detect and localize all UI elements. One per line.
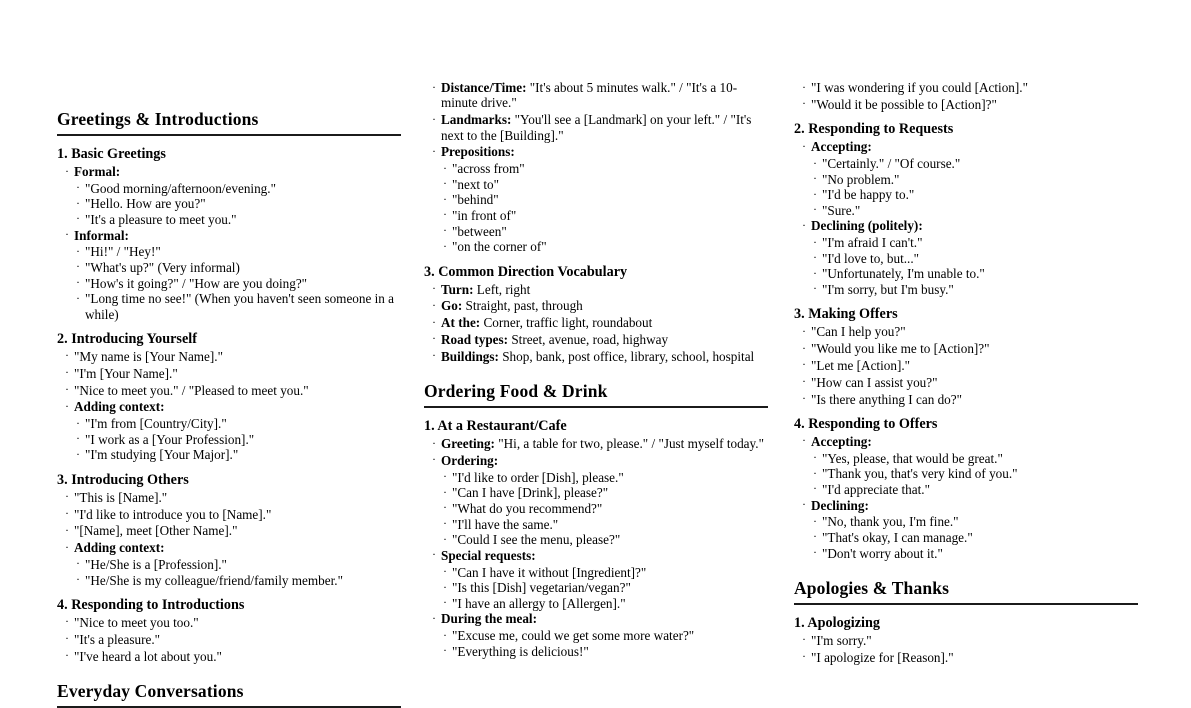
item-label: Adding context:: [74, 540, 165, 556]
bullet-icon: ·: [813, 281, 817, 296]
bullet-icon: ·: [813, 450, 817, 465]
phrase-sublist: [443, 470, 768, 548]
item-text: "I have an allergy to [Allergen].": [452, 595, 626, 611]
item-label: Landmarks:: [441, 112, 512, 128]
item-text: "I'll have the same.": [452, 516, 559, 532]
bullet-icon: ·: [813, 250, 817, 265]
list-item: [802, 324, 1138, 339]
sub-list-item: [443, 532, 768, 547]
list-item: [802, 358, 1138, 373]
list-item: [65, 366, 401, 381]
bullet-icon: ·: [432, 547, 436, 562]
subsection-heading: 4. Responding to Offers: [794, 415, 938, 432]
item-label: Buildings:: [441, 348, 499, 364]
list-item: [432, 80, 768, 111]
bullet-icon: ·: [443, 207, 447, 222]
bullet-icon: ·: [65, 398, 69, 413]
bullet-icon: ·: [432, 111, 436, 126]
phrase-list: [432, 282, 768, 365]
list-item: [65, 540, 401, 555]
phrase-sublist: [813, 156, 1138, 218]
subsection-heading: 2. Responding to Requests: [794, 121, 954, 138]
item-text: "I'd love to, but...": [822, 250, 920, 266]
sub-list-item: [813, 251, 1138, 266]
sub-list-item: [443, 517, 768, 532]
item-label: Ordering:: [441, 452, 499, 468]
column-middle-content: [424, 80, 768, 659]
list-item: [432, 298, 768, 313]
sub-list-item: [443, 470, 768, 485]
bullet-icon: ·: [443, 579, 447, 594]
bullet-icon: ·: [443, 516, 447, 531]
sub-list-item: [443, 644, 768, 659]
phrase-sublist: [443, 565, 768, 612]
list-item: [802, 80, 1138, 95]
bullet-icon: ·: [802, 138, 806, 153]
item-label: Informal:: [74, 227, 129, 243]
column-right-content: [794, 80, 1138, 665]
item-text: "I'd appreciate that.": [822, 481, 930, 497]
sub-list-item: [813, 466, 1138, 481]
item-text: Corner, traffic light, roundabout: [483, 315, 653, 331]
item-text: "Nice to meet you." / "Pleased to meet you.": [74, 382, 309, 398]
item-text: "No, thank you, I'm fine.": [822, 514, 959, 530]
sub-list-item: [813, 156, 1138, 171]
bullet-icon: ·: [813, 186, 817, 201]
item-text: "I work as a [Your Profession].": [85, 431, 255, 447]
bullet-icon: ·: [76, 556, 80, 571]
item-text: "Can I help you?": [811, 324, 906, 340]
item-text: "That's okay, I can manage.": [822, 529, 973, 545]
phrase-sublist: [813, 235, 1138, 297]
item-label: Special requests:: [441, 547, 536, 563]
list-item: [65, 507, 401, 522]
phrase-list: [432, 80, 768, 255]
list-item: [802, 392, 1138, 407]
sub-list-item: [443, 596, 768, 611]
item-label: Declining (politely):: [811, 218, 923, 234]
section-heading: Everyday Conversations: [57, 681, 401, 708]
sub-list-item: [76, 447, 401, 462]
bullet-icon: ·: [432, 143, 436, 158]
phrase-sublist: [76, 181, 401, 228]
sub-list-item: [76, 416, 401, 431]
bullet-icon: ·: [76, 572, 80, 587]
bullet-icon: ·: [432, 281, 436, 296]
item-label: Go:: [441, 298, 463, 314]
sub-list-item: [813, 546, 1138, 561]
list-item: [65, 383, 401, 398]
phrase-sublist: [76, 416, 401, 463]
subsection-heading: 3. Common Direction Vocabulary: [424, 263, 628, 280]
bullet-icon: ·: [65, 227, 69, 242]
item-text: "I'm afraid I can't.": [822, 235, 923, 251]
list-item: [802, 341, 1138, 356]
subsection-heading: 1. Apologizing: [794, 614, 880, 631]
item-text: Left, right: [476, 281, 531, 297]
list-item: [432, 611, 768, 626]
sub-list-item: [76, 432, 401, 447]
item-text: "I'd be happy to.": [822, 187, 915, 203]
item-text: "What do you recommend?": [452, 500, 603, 516]
item-text: "Long time no see!" (When you haven't seen someone in a while): [85, 291, 395, 322]
sub-list-item: [76, 244, 401, 259]
sub-list-item: [813, 451, 1138, 466]
sub-list-item: [443, 224, 768, 239]
item-label: Declining:: [811, 497, 869, 513]
phrase-list: [802, 80, 1138, 112]
item-text: "Can I have [Drink], please?": [452, 485, 609, 501]
sub-list-item: [76, 212, 401, 227]
list-item: [432, 332, 768, 347]
item-label: Distance/Time:: [441, 80, 527, 95]
bullet-icon: ·: [76, 446, 80, 461]
item-text: "I've heard a lot about you.": [74, 648, 222, 664]
item-text: "I'm [Your Name].": [74, 365, 178, 381]
list-item: [802, 498, 1138, 513]
item-text: "between": [452, 223, 507, 239]
bullet-icon: ·: [813, 234, 817, 249]
item-label: Road types:: [441, 331, 509, 347]
sub-list-item: [813, 514, 1138, 529]
item-label: Greeting:: [441, 436, 495, 452]
item-text: "Can I have it without [Ingredient]?": [452, 564, 647, 580]
list-item: [432, 436, 768, 451]
list-item: [802, 375, 1138, 390]
bullet-icon: ·: [813, 265, 817, 280]
column-right: [791, 0, 1191, 665]
section-heading: Ordering Food & Drink: [424, 381, 768, 408]
sub-list-item: [443, 208, 768, 223]
bullet-icon: ·: [443, 531, 447, 546]
item-text: "He/She is my colleague/friend/family member.": [85, 572, 343, 588]
list-item: [802, 633, 1138, 648]
list-item: [65, 649, 401, 664]
sub-list-item: [443, 580, 768, 595]
item-label: Accepting:: [811, 433, 872, 449]
phrase-sublist: [813, 514, 1138, 561]
item-label: Prepositions:: [441, 144, 515, 160]
bullet-icon: ·: [443, 191, 447, 206]
phrase-sublist: [76, 244, 401, 322]
bullet-icon: ·: [802, 374, 806, 389]
bullet-icon: ·: [76, 290, 80, 305]
phrase-sublist: [76, 557, 401, 588]
sub-list-item: [443, 161, 768, 176]
bullet-icon: ·: [76, 243, 80, 258]
bullet-icon: ·: [802, 433, 806, 448]
item-text: "Is there anything I can do?": [811, 391, 963, 407]
item-text: "Nice to meet you too.": [74, 614, 199, 630]
item-text: "It's a pleasure.": [74, 631, 161, 647]
item-label: During the meal:: [441, 611, 537, 627]
bullet-icon: ·: [65, 506, 69, 521]
phrase-list: [65, 164, 401, 322]
sub-list-item: [443, 177, 768, 192]
bullet-icon: ·: [443, 484, 447, 499]
phrase-list: [802, 139, 1138, 297]
bullet-icon: ·: [443, 238, 447, 253]
phrase-sublist: [443, 628, 768, 659]
item-text: "Everything is delicious!": [452, 643, 589, 659]
bullet-icon: ·: [813, 481, 817, 496]
item-text: "across from": [452, 161, 525, 177]
bullet-icon: ·: [76, 195, 80, 210]
item-text: "I'd like to order [Dish], please.": [452, 469, 624, 485]
list-item: [65, 228, 401, 243]
bullet-icon: ·: [802, 497, 806, 512]
bullet-icon: ·: [76, 415, 80, 430]
bullet-icon: ·: [76, 259, 80, 274]
sub-list-item: [813, 235, 1138, 250]
item-text: "It's a pleasure to meet you.": [85, 211, 237, 227]
phrase-list: [802, 434, 1138, 561]
sub-list-item: [813, 203, 1138, 218]
bullet-icon: ·: [65, 631, 69, 646]
section-heading: Greetings & Introductions: [57, 109, 401, 136]
bullet-icon: ·: [432, 452, 436, 467]
item-text: "Would you like me to [Action]?": [811, 341, 990, 357]
phrase-list: [432, 436, 768, 659]
sub-list-item: [76, 557, 401, 572]
item-text: "Thank you, that's very kind of you.": [822, 466, 1018, 482]
item-text: "You'll see a [Landmark] on your left." / "It's next to the [Building].": [441, 112, 752, 143]
bullet-icon: ·: [813, 202, 817, 217]
list-item: [65, 523, 401, 538]
bullet-icon: ·: [76, 211, 80, 226]
item-label: Formal:: [74, 164, 121, 179]
item-text: "next to": [452, 176, 500, 192]
item-text: "Hi, a table for two, please." / "Just myself today.": [498, 436, 764, 452]
column-left-content: [57, 109, 401, 708]
item-text: "[Name], meet [Other Name].": [74, 523, 238, 539]
bullet-icon: ·: [432, 610, 436, 625]
bullet-icon: ·: [443, 160, 447, 175]
subsection-heading: 3. Making Offers: [794, 306, 898, 323]
bullet-icon: ·: [443, 223, 447, 238]
bullet-icon: ·: [432, 348, 436, 363]
sub-list-item: [443, 192, 768, 207]
bullet-icon: ·: [76, 431, 80, 446]
item-text: "How can I assist you?": [811, 374, 938, 390]
subsection-heading: 1. Basic Greetings: [57, 146, 166, 162]
bullet-icon: ·: [802, 357, 806, 372]
item-text: "Hi!" / "Hey!": [85, 244, 161, 260]
bullet-icon: ·: [65, 522, 69, 537]
bullet-icon: ·: [65, 348, 69, 363]
phrase-list: [65, 615, 401, 664]
sub-list-item: [76, 291, 401, 322]
bullet-icon: ·: [443, 564, 447, 579]
bullet-icon: ·: [802, 217, 806, 232]
list-item: [802, 650, 1138, 665]
list-item: [432, 453, 768, 468]
bullet-icon: ·: [443, 643, 447, 658]
sub-list-item: [76, 260, 401, 275]
bullet-icon: ·: [65, 365, 69, 380]
bullet-icon: ·: [432, 297, 436, 312]
list-item: [802, 97, 1138, 112]
bullet-icon: ·: [65, 614, 69, 629]
item-text: "Hello. How are you?": [85, 196, 206, 212]
item-text: "I apologize for [Reason].": [811, 649, 954, 665]
bullet-icon: ·: [443, 595, 447, 610]
sub-list-item: [76, 573, 401, 588]
list-item: [65, 164, 401, 179]
list-item: [65, 632, 401, 647]
item-text: "He/She is a [Profession].": [85, 556, 227, 572]
item-text: "I'm sorry.": [811, 632, 872, 648]
bullet-icon: ·: [802, 391, 806, 406]
list-item: [65, 490, 401, 505]
bullet-icon: ·: [443, 176, 447, 191]
sub-list-item: [443, 239, 768, 254]
bullet-icon: ·: [443, 500, 447, 515]
bullet-icon: ·: [443, 627, 447, 642]
item-text: "Good morning/afternoon/evening.": [85, 180, 276, 196]
sub-list-item: [443, 485, 768, 500]
subsection-heading: 3. Introducing Others: [57, 471, 189, 488]
bullet-icon: ·: [813, 155, 817, 170]
bullet-icon: ·: [76, 275, 80, 290]
item-text: "My name is [Your Name].": [74, 348, 223, 364]
subsection-heading: 2. Introducing Yourself: [57, 330, 197, 347]
item-text: "Could I see the menu, please?": [452, 532, 621, 548]
subsection-heading: 1. At a Restaurant/Cafe: [424, 418, 567, 435]
item-text: "What's up?" (Very informal): [85, 259, 240, 275]
list-item: [65, 399, 401, 414]
item-text: "Sure.": [822, 202, 861, 218]
phrase-list: [802, 633, 1138, 665]
bullet-icon: ·: [432, 435, 436, 450]
sub-list-item: [813, 482, 1138, 497]
sub-list-item: [76, 181, 401, 196]
item-text: Shop, bank, post office, library, school, hospital: [502, 348, 755, 364]
item-text: "Unfortunately, I'm unable to.": [822, 266, 985, 282]
list-item: [802, 139, 1138, 154]
sub-list-item: [443, 501, 768, 516]
bullet-icon: ·: [802, 649, 806, 664]
item-text: "I'm from [Country/City].": [85, 416, 227, 432]
item-text: "I'm studying [Your Major].": [85, 447, 239, 463]
sub-list-item: [443, 628, 768, 643]
item-text: "Would it be possible to [Action]?": [811, 96, 997, 112]
list-item: [802, 218, 1138, 233]
list-item: [432, 144, 768, 159]
item-text: "on the corner of": [452, 239, 547, 255]
bullet-icon: ·: [802, 323, 806, 338]
bullet-icon: ·: [813, 465, 817, 480]
column-left: [0, 0, 424, 701]
bullet-icon: ·: [432, 314, 436, 329]
bullet-icon: ·: [813, 513, 817, 528]
item-text: "It's about 5 minutes walk." / "It's a 10-minute drive.": [441, 80, 738, 111]
bullet-icon: ·: [76, 180, 80, 195]
item-text: "in front of": [452, 207, 517, 223]
bullet-icon: ·: [65, 489, 69, 504]
phrase-sublist: [443, 161, 768, 254]
sub-list-item: [76, 196, 401, 211]
list-item: [432, 349, 768, 364]
list-item: [802, 434, 1138, 449]
list-item: [432, 315, 768, 330]
bullet-icon: ·: [65, 648, 69, 663]
list-item: [65, 615, 401, 630]
bullet-icon: ·: [65, 539, 69, 554]
bullet-icon: ·: [813, 545, 817, 560]
item-label: At the:: [441, 315, 481, 331]
bullet-icon: ·: [802, 632, 806, 647]
item-label: Adding context:: [74, 399, 165, 415]
section-heading: Apologies & Thanks: [794, 578, 1138, 605]
list-item: [432, 548, 768, 563]
bullet-icon: ·: [813, 529, 817, 544]
phrase-list: [802, 324, 1138, 407]
item-text: "Let me [Action].": [811, 357, 911, 373]
bullet-icon: ·: [802, 96, 806, 111]
sub-list-item: [813, 187, 1138, 202]
item-text: Street, avenue, road, highway: [511, 331, 669, 347]
bullet-icon: ·: [443, 469, 447, 484]
bullet-icon: ·: [432, 79, 436, 94]
sub-list-item: [813, 530, 1138, 545]
sub-list-item: [813, 266, 1138, 281]
item-label: Accepting:: [811, 139, 872, 155]
bullet-icon: ·: [802, 79, 806, 94]
sub-list-item: [443, 565, 768, 580]
subsection-heading: 4. Responding to Introductions: [57, 596, 245, 613]
bullet-icon: ·: [432, 331, 436, 346]
phrase-list: [65, 490, 401, 588]
item-text: "Excuse me, could we get some more water?": [452, 628, 695, 644]
item-text: "behind": [452, 192, 499, 208]
phrase-sublist: [813, 451, 1138, 498]
sub-list-item: [813, 172, 1138, 187]
sub-list-item: [813, 282, 1138, 297]
list-item: [65, 349, 401, 364]
sub-list-item: [76, 276, 401, 291]
list-item: [432, 282, 768, 297]
item-text: "This is [Name].": [74, 489, 168, 505]
item-text: "I'm sorry, but I'm busy.": [822, 281, 954, 297]
item-text: "I was wondering if you could [Action].": [811, 80, 1028, 95]
item-text: "How's it going?" / "How are you doing?": [85, 275, 308, 291]
item-text: "Is this [Dish] vegetarian/vegan?": [452, 580, 631, 596]
phrase-list: [65, 349, 401, 463]
list-item: [432, 112, 768, 143]
item-text: "No problem.": [822, 171, 900, 187]
item-label: Turn:: [441, 281, 474, 297]
bullet-icon: ·: [813, 171, 817, 186]
item-text: "Certainly." / "Of course.": [822, 156, 961, 171]
bullet-icon: ·: [802, 340, 806, 355]
item-text: "Yes, please, that would be great.": [822, 450, 1003, 466]
item-text: "I'd like to introduce you to [Name].": [74, 506, 272, 522]
column-middle: [424, 0, 791, 659]
bullet-icon: ·: [65, 163, 69, 178]
bullet-icon: ·: [65, 382, 69, 397]
item-text: "Don't worry about it.": [822, 545, 943, 561]
item-text: Straight, past, through: [465, 298, 583, 314]
